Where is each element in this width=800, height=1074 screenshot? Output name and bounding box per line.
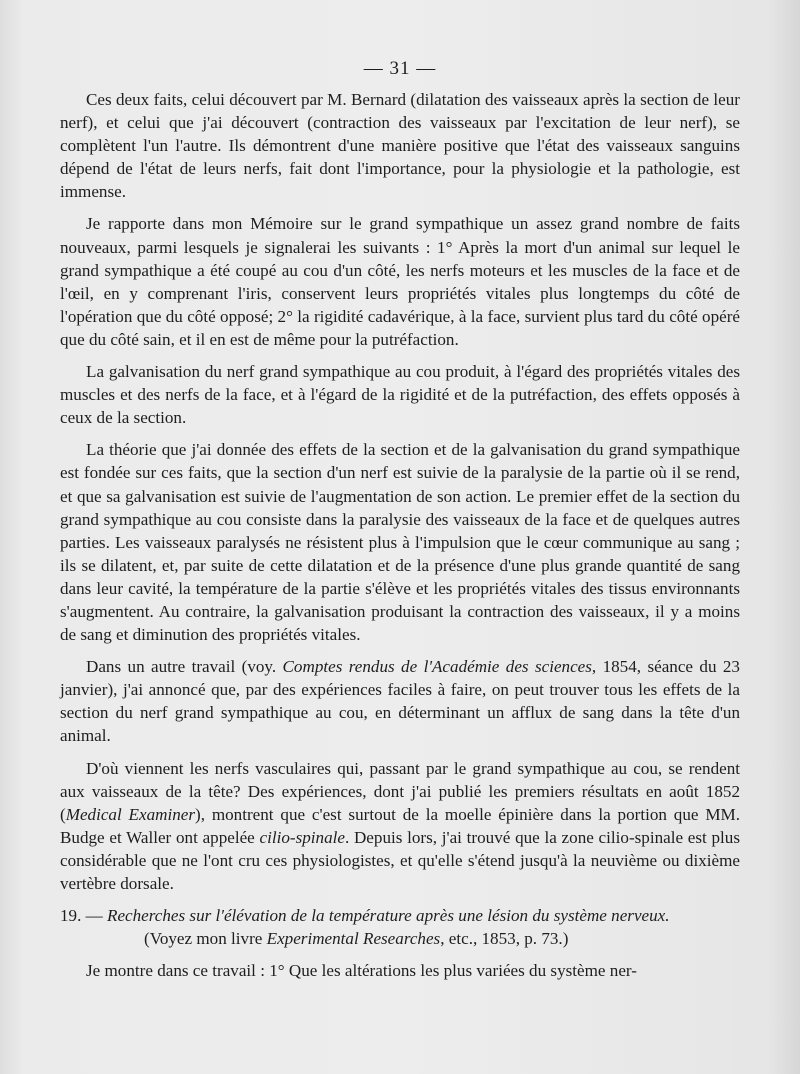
paragraph-1: Ces deux faits, celui découvert par M. Bernard (dilatation des vaisseaux après la section de leur nerf), et celui que j'ai découvert (contraction des vaisseaux par l'excitation de leur nerf), se complètent l'un l'autre. Ils démontrent d'une manière positive que l'état des vaisseaux sanguins dépend de l'état de leurs nerfs, fait dont l'importance, pour la physiologie et la pathologie, est immense. [60, 90, 740, 202]
page-number: — 31 — [363, 58, 437, 79]
paragraph-6-text-b: ), montrent que c'est surtout de la moelle épinière dans la portion que MM. Budge et Waller ont appelée [60, 804, 740, 847]
section-reference-book: Experimental Researches [266, 929, 441, 949]
section-heading [60, 904, 740, 927]
paragraph-6-text-c: . Depuis lors, j'ai trouvé que la zone cilio-spinale est plus considérable que ne l'ont cru ces physiologistes, et qu'elle s'étend jusqu'à la neuvième ou dixième vertèbre dorsale. [60, 827, 741, 893]
paragraph-5-text-b: , 1854, séance du 23 janvier), j'ai annoncé que, par des expériences faciles à faire, on peut trouver tous les effets de la section du nerf grand sympathique au cou, en déterminant un afflux de sang dans la tête d'un animal. [60, 657, 740, 746]
paragraph-2: Je rapporte dans mon Mémoire sur le grand sympathique un assez grand nombre de faits nouveaux, parmi lesquels je signalerai les suivants : 1° Après la mort d'un animal sur lequel le grand sympathique a été coupé au cou d'un côté, les nerfs moteurs et les muscles de la face et de l'œil, en y comprenant l'iris, conservent leurs propriétés vitales plus longtemps du côté de l'opération que du côté opposé; 2° la rigidité cadavérique, à la face, survient plus tard du côté opéré que du côté sain, et il en est de même pour la putréfaction. [60, 214, 740, 349]
section-reference [60, 927, 740, 950]
paragraph-6-citation: Medical Examiner [65, 804, 196, 824]
paragraph-4: La théorie que j'ai donnée des effets de la section et de la galvanisation du grand sympathique est fondée sur ces faits, que la section d'un nerf est suivie de la paralysie de la partie où il se rend, et que sa galvanisation est suivie de l'augmentation de son action. Le premier effet de la section du grand sympathique au cou consiste dans la paralysie des vaisseaux de la face et de quelques autres parties. Les vaisseaux paralysés ne résistent plus à l'impulsion que le cœur communique au sang ; ils se dilatent, et, par suite de cette dilatation et de la présence d'une plus grande quantité de sang dans leur cavité, la température de la partie s'élève et les propriétés vitales des tissus environnants s'augmentent. Au contraire, la galvanisation produisant la contraction des vaisseaux, il y a moins de sang et diminution des propriétés vitales. [60, 440, 740, 645]
section-reference-a: (Voyez mon livre [144, 929, 267, 949]
section-reference-b: , etc., 1853, p. 73.) [440, 929, 569, 949]
body-text [60, 88, 740, 991]
paragraph-3: La galvanisation du nerf grand sympathique au cou produit, à l'égard des propriétés vitales des muscles et des nerfs de la face, et à l'égard de la rigidité et de la putréfaction, des effets opposés à ceux de la section. [60, 362, 740, 428]
paragraph-5-text-a: Dans un autre travail (voy. [86, 657, 283, 677]
paragraph-5-citation: Comptes rendus de l'Académie des sciences [282, 657, 592, 677]
section-title: Recherches sur l'élévation de la température après une lésion du système nerveux. [107, 906, 670, 926]
paragraph-5 [60, 655, 740, 747]
section-number: 19. — [60, 906, 108, 926]
paragraph-last: Je montre dans ce travail : 1° Que les altérations les plus variées du système ner- [86, 961, 637, 981]
paragraph-6-term: cilio-spinale [259, 827, 345, 847]
paragraph-6 [60, 757, 740, 896]
paragraph-6-text-a: D'où viennent les nerfs vasculaires qui, passant par le grand sympathique au cou, se rendent aux vaisseaux de la tête? Des expériences, dont j'ai publié les premiers résultats en août 1852 ( [60, 758, 740, 824]
